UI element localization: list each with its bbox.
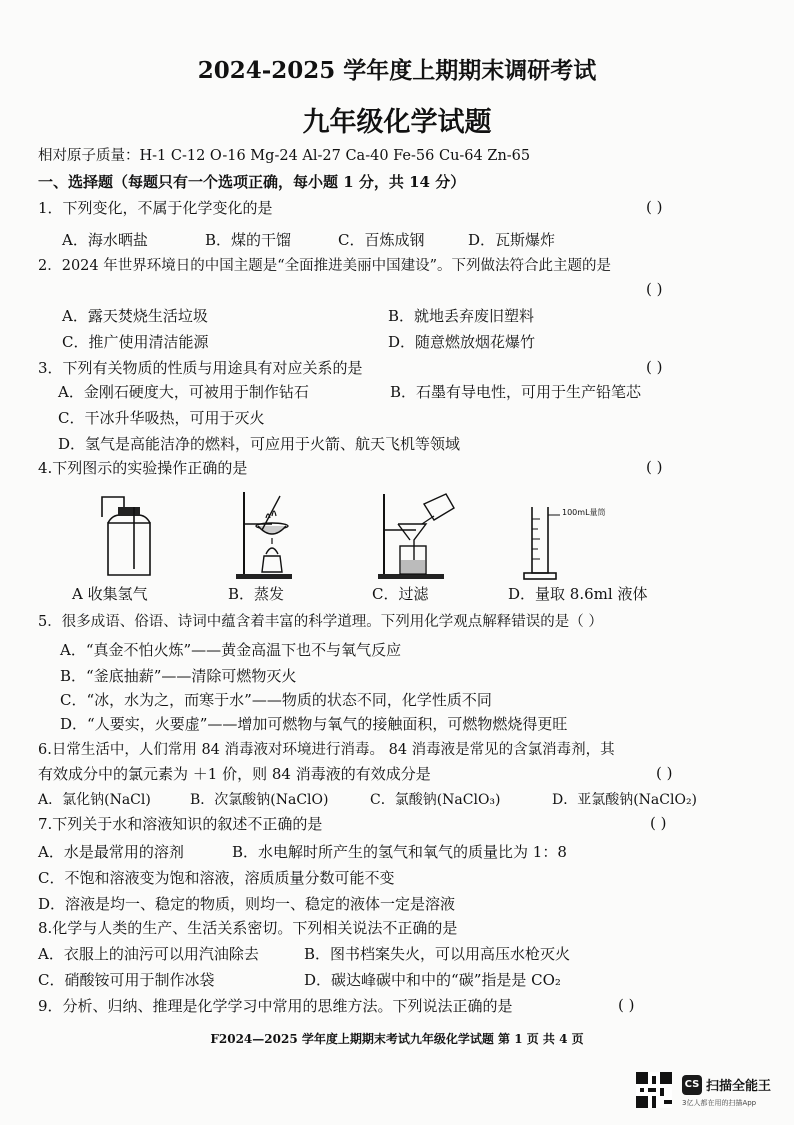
q2-answer-bracket: ( ) bbox=[646, 280, 663, 298]
q3-answer-bracket: ( ) bbox=[646, 358, 663, 376]
scanner-logo: CS bbox=[682, 1075, 702, 1095]
q5-option-a: A．“真金不怕火炼”——黄金高温下也不与氧气反应 bbox=[60, 641, 402, 659]
q4-option-a: A 收集氢气 bbox=[72, 585, 148, 603]
q6-option-b: B．次氯酸钠(NaClO) bbox=[190, 792, 329, 808]
q7-stem: 7.下列关于水和溶液知识的叙述不正确的是 bbox=[38, 815, 323, 833]
q5-option-c: C．“冰，水为之，而寒于水”——物质的状态不同，化学性质不同 bbox=[60, 691, 492, 709]
q1-answer-bracket: ( ) bbox=[646, 198, 663, 216]
q3-option-b: B．石墨有导电性，可用于生产铅笔芯 bbox=[390, 383, 642, 401]
q4-option-b: B．蒸发 bbox=[228, 585, 285, 603]
q3-option-c: C．干冰升华吸热，可用于灭火 bbox=[58, 409, 265, 427]
q2-stem: 2．2024 年世界环境日的中国主题是“全面推进美丽中国建设”。下列做法符合此主题的是 bbox=[38, 258, 612, 274]
subject-title: 九年级化学试题 bbox=[302, 107, 492, 138]
q7-option-b: B．水电解时所产生的氢气和氧气的质量比为 1：8 bbox=[232, 843, 567, 861]
q2-option-a: A．露天焚烧生活垃圾 bbox=[62, 307, 208, 325]
q9-stem: 9．分析、归纳、推理是化学学习中常用的思维方法。下列说法正确的是 bbox=[38, 997, 513, 1015]
q4-stem: 4.下列图示的实验操作正确的是 bbox=[38, 459, 248, 477]
q7-option-d: D．溶液是均一、稳定的物质，则均一、稳定的液体一定是溶液 bbox=[38, 895, 456, 913]
q7-option-a: A．水是最常用的溶剂 bbox=[38, 843, 184, 861]
figure-measuring-cylinder bbox=[520, 503, 560, 581]
q6-stem-line1: 6.日常生活中，人们常用 84 消毒液对环境进行消毒。 84 消毒液是常见的含氯消毒剂，其 bbox=[38, 742, 615, 758]
scanner-tagline: 3亿人都在用的扫描App bbox=[682, 1099, 757, 1107]
q6-option-d: D．亚氯酸钠(NaClO₂) bbox=[552, 792, 698, 808]
q3-option-d: D．氢气是高能洁净的燃料，可应用于火箭、航天飞机等领域 bbox=[58, 435, 461, 453]
q1-option-b: B．煤的干馏 bbox=[205, 231, 292, 249]
q8-option-c: C．硝酸铵可用于制作冰袋 bbox=[38, 971, 215, 989]
qr-code-icon bbox=[636, 1072, 672, 1108]
scanner-app-name: 扫描全能王 bbox=[706, 1079, 772, 1094]
exam-title: 2024-2025 学年度上期期末调研考试 bbox=[197, 57, 597, 84]
q3-option-a: A．金刚石硬度大，可被用于制作钻石 bbox=[58, 383, 309, 401]
q3-stem: 3．下列有关物质的性质与用途具有对应关系的是 bbox=[38, 359, 363, 377]
q2-option-b: B．就地丢弃废旧塑料 bbox=[388, 307, 535, 325]
q6-option-c: C．氯酸钠(NaClO₃) bbox=[370, 792, 501, 808]
q2-option-c: C．推广使用清洁能源 bbox=[62, 333, 209, 351]
q4-answer-bracket: ( ) bbox=[646, 458, 663, 476]
q1-stem: 1．下列变化，不属于化学变化的是 bbox=[38, 199, 273, 217]
figure-filtration bbox=[376, 490, 456, 580]
q8-option-d: D．碳达峰碳中和中的“碳”指是是 CO₂ bbox=[304, 971, 561, 989]
section-heading: 一、选择题（每题只有一个选项正确，每小题 1 分，共 14 分） bbox=[38, 173, 466, 191]
q5-option-b: B．“釜底抽薪”——清除可燃物灭火 bbox=[60, 667, 297, 685]
cylinder-label: 100mL量筒 bbox=[562, 508, 606, 517]
q8-stem: 8.化学与人类的生产、生活关系密切。下列相关说法不正确的是 bbox=[38, 919, 458, 937]
figure-evaporation bbox=[232, 488, 296, 580]
q5-option-d: D．“人要实，火要虚”——增加可燃物与氧气的接触面积，可燃物燃烧得更旺 bbox=[60, 715, 568, 733]
q5-stem: 5．很多成语、俗语、诗词中蕴含着丰富的科学道理。下列用化学观点解释错误的是（ ） bbox=[38, 614, 603, 630]
q1-option-a: A．海水晒盐 bbox=[62, 231, 148, 249]
q6-stem-line2: 有效成分中的氯元素为 ＋1 价，则 84 消毒液的有效成分是 bbox=[38, 765, 431, 783]
q2-option-d: D．随意燃放烟花爆竹 bbox=[388, 333, 536, 351]
q4-option-c: C．过滤 bbox=[372, 585, 429, 603]
q7-option-c: C．不饱和溶液变为饱和溶液，溶质质量分数可能不变 bbox=[38, 869, 395, 887]
q7-answer-bracket: ( ) bbox=[650, 814, 667, 832]
q6-answer-bracket: ( ) bbox=[656, 764, 673, 782]
q8-option-a: A．衣服上的油污可以用汽油除去 bbox=[38, 945, 259, 963]
q6-option-a: A．氯化钠(NaCl) bbox=[38, 792, 151, 808]
q9-answer-bracket: ( ) bbox=[618, 996, 635, 1014]
q8-option-b: B．图书档案失火，可以用高压水枪灭火 bbox=[304, 945, 571, 963]
atomic-masses: 相对原子质量：H-1 C-12 O-16 Mg-24 Al-27 Ca-40 Fe-56 Cu-64 Zn-65 bbox=[38, 148, 531, 164]
q1-option-d: D．瓦斯爆炸 bbox=[468, 231, 556, 249]
figure-gas-collection bbox=[98, 495, 160, 581]
q4-option-d: D．量取 8.6ml 液体 bbox=[508, 585, 648, 603]
page-footer: F2024—2025 学年度上期期末考试九年级化学试题 第 1 页 共 4 页 bbox=[210, 1032, 584, 1046]
q1-option-c: C．百炼成钢 bbox=[338, 231, 425, 249]
